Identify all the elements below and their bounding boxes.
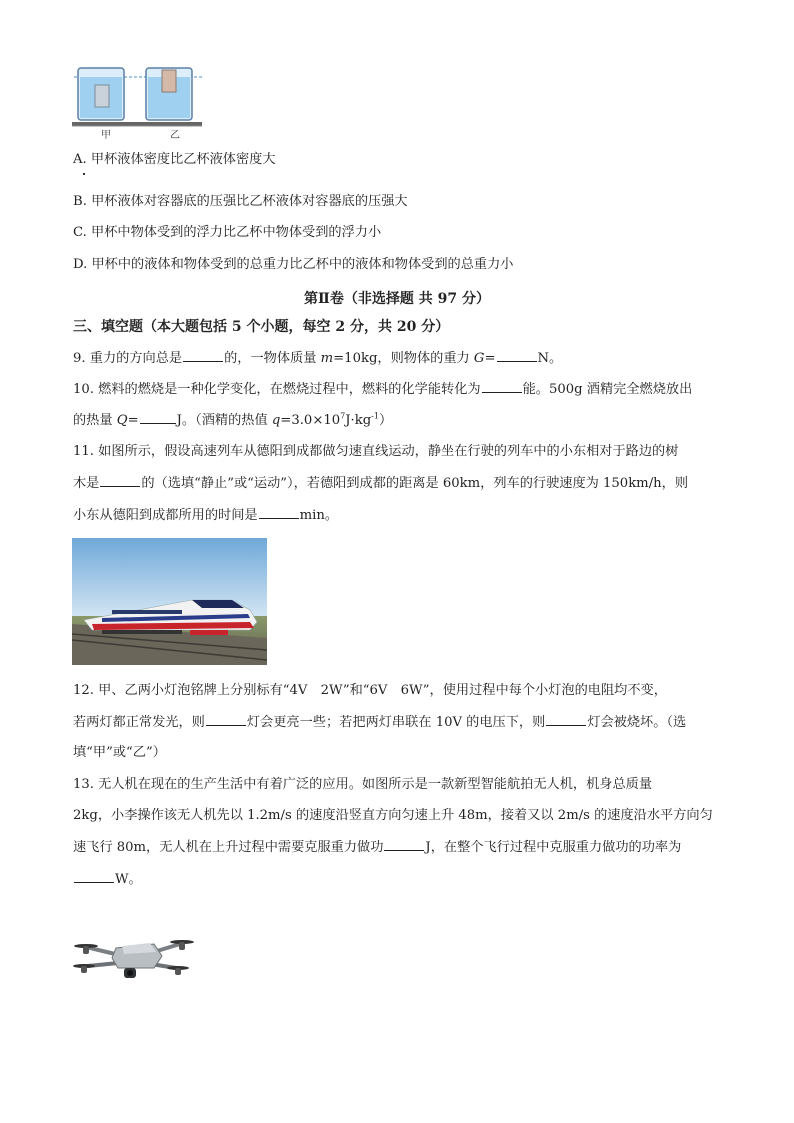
- q11-blank-1: [100, 474, 140, 487]
- question-9: [73, 349, 562, 368]
- q10-text-8: ）: [378, 413, 393, 428]
- q10-text-5: J。（酒精的热值: [176, 413, 272, 428]
- question-13-line-1: 13. 无人机在现在的生产生活中有着广泛的应用。如图所示是一款新型智能航拍无人机，机身总质量: [73, 777, 653, 792]
- question-12-line-2: [73, 713, 686, 732]
- section-title: 第Ⅱ卷（非选择题 共 97 分）: [304, 291, 490, 307]
- q9-blank-1: [183, 349, 223, 362]
- beaker-label-left: 甲: [101, 130, 111, 141]
- option-d: D. 甲杯中的液体和物体受到的总重力比乙杯中的液体和物体受到的总重力小: [73, 257, 514, 272]
- question-13-line-2: 2kg，小李操作该无人机先以 1.2m/s 的速度沿竖直方向匀速上升 48m，接着又以 2m/s 的速度沿水平方向匀: [73, 808, 713, 823]
- beaker-illustration: [70, 60, 210, 142]
- drone-picture: [72, 924, 196, 990]
- q9-text-1: 9. 重力的方向总是: [73, 351, 183, 366]
- question-10-line-1: [73, 380, 692, 399]
- q11-text-2: 的（选填“静止”或“运动”），若德阳到成都的距离是 60km，列车的行驶速度为 150km/h，则: [141, 476, 689, 491]
- q9-text-3: =10kg，则物体的重力: [333, 351, 474, 366]
- beaker-label-right: 乙: [170, 130, 180, 141]
- question-12-line-1: 12. 甲、乙两小灯泡铭牌上分别标有“4V 2W”和“6V 6W”，使用过程中每个小灯泡的电阻均不变，: [73, 683, 667, 698]
- question-11-line-3: [73, 506, 338, 525]
- q10-exponent-2: -1: [371, 411, 379, 421]
- q12-text-2: 灯会更亮一些；若把两灯串联在 10V 的电压下，则: [246, 715, 546, 730]
- q13-blank-2: [74, 870, 114, 883]
- high-speed-train-picture: [72, 538, 267, 665]
- q12-blank-1: [206, 713, 246, 726]
- q10-var-qv: q: [271, 413, 281, 428]
- beaker-figure: [70, 60, 210, 142]
- q11-text-1: 木是: [73, 476, 100, 491]
- option-b: B. 甲杯液体对容器底的压强比乙杯液体对容器底的压强大: [73, 194, 408, 209]
- q10-text-4: =: [127, 413, 139, 428]
- q13-text-1: 速飞行 80m，无人机在上升过程中需要克服重力做功: [73, 840, 384, 855]
- q10-var-q: Q: [116, 413, 128, 428]
- question-10-line-2: [73, 411, 392, 430]
- option-a: A. 甲杯液体密度比乙杯液体密度大: [73, 152, 276, 167]
- train-image: [72, 538, 267, 665]
- question-11-line-2: [73, 474, 688, 493]
- q12-blank-2: [546, 713, 586, 726]
- stray-dot: [83, 173, 85, 175]
- question-11-line-1: 11. 如图所示，假设高速列车从德阳到成都做匀速直线运动，静坐在行驶的列车中的小东相对于路边的树: [73, 444, 679, 459]
- q10-blank-2: [140, 411, 176, 424]
- q12-text-1: 若两灯都正常发光，则: [73, 715, 205, 730]
- q10-text-6: =3.0×10: [280, 413, 341, 428]
- q11-blank-2: [259, 506, 299, 519]
- question-12-line-3: 填“甲”或“乙”）: [73, 745, 166, 760]
- q12-text-3: 灯会被烧坏。（选: [587, 715, 687, 730]
- question-13-line-3: [73, 838, 681, 857]
- q13-blank-1: [384, 838, 424, 851]
- question-13-line-4: [73, 870, 142, 889]
- q10-exponent: 7: [340, 411, 346, 421]
- q9-text-4: =: [484, 351, 496, 366]
- q13-text-2: J，在整个飞行过程中克服重力做功的功率为: [425, 840, 682, 855]
- q11-text-3: 小东从德阳到成都所用的时间是: [73, 508, 258, 523]
- q10-text-2: 能。500g 酒精完全燃烧放出: [522, 382, 693, 397]
- q9-var-m: m: [320, 351, 334, 366]
- q9-blank-2: [497, 349, 537, 362]
- q10-text-1: 10. 燃料的燃烧是一种化学变化，在燃烧过程中，燃料的化学能转化为: [73, 382, 481, 397]
- q9-text-5: N。: [537, 351, 563, 366]
- q10-blank-1: [482, 380, 522, 393]
- q11-text-4: min。: [299, 508, 339, 523]
- option-c: C. 甲杯中物体受到的浮力比乙杯中物体受到的浮力小: [73, 225, 382, 240]
- drone-image: [72, 924, 196, 990]
- q9-var-g: G: [473, 351, 485, 366]
- q10-text-7: J·kg: [345, 413, 372, 428]
- q10-text-3: 的热量: [73, 413, 117, 428]
- q9-text-2: 的，一物体质量: [224, 351, 321, 366]
- fill-section-heading: 三、填空题（本大题包括 5 个小题，每空 2 分，共 20 分）: [73, 319, 450, 335]
- q13-text-3: W。: [115, 872, 142, 887]
